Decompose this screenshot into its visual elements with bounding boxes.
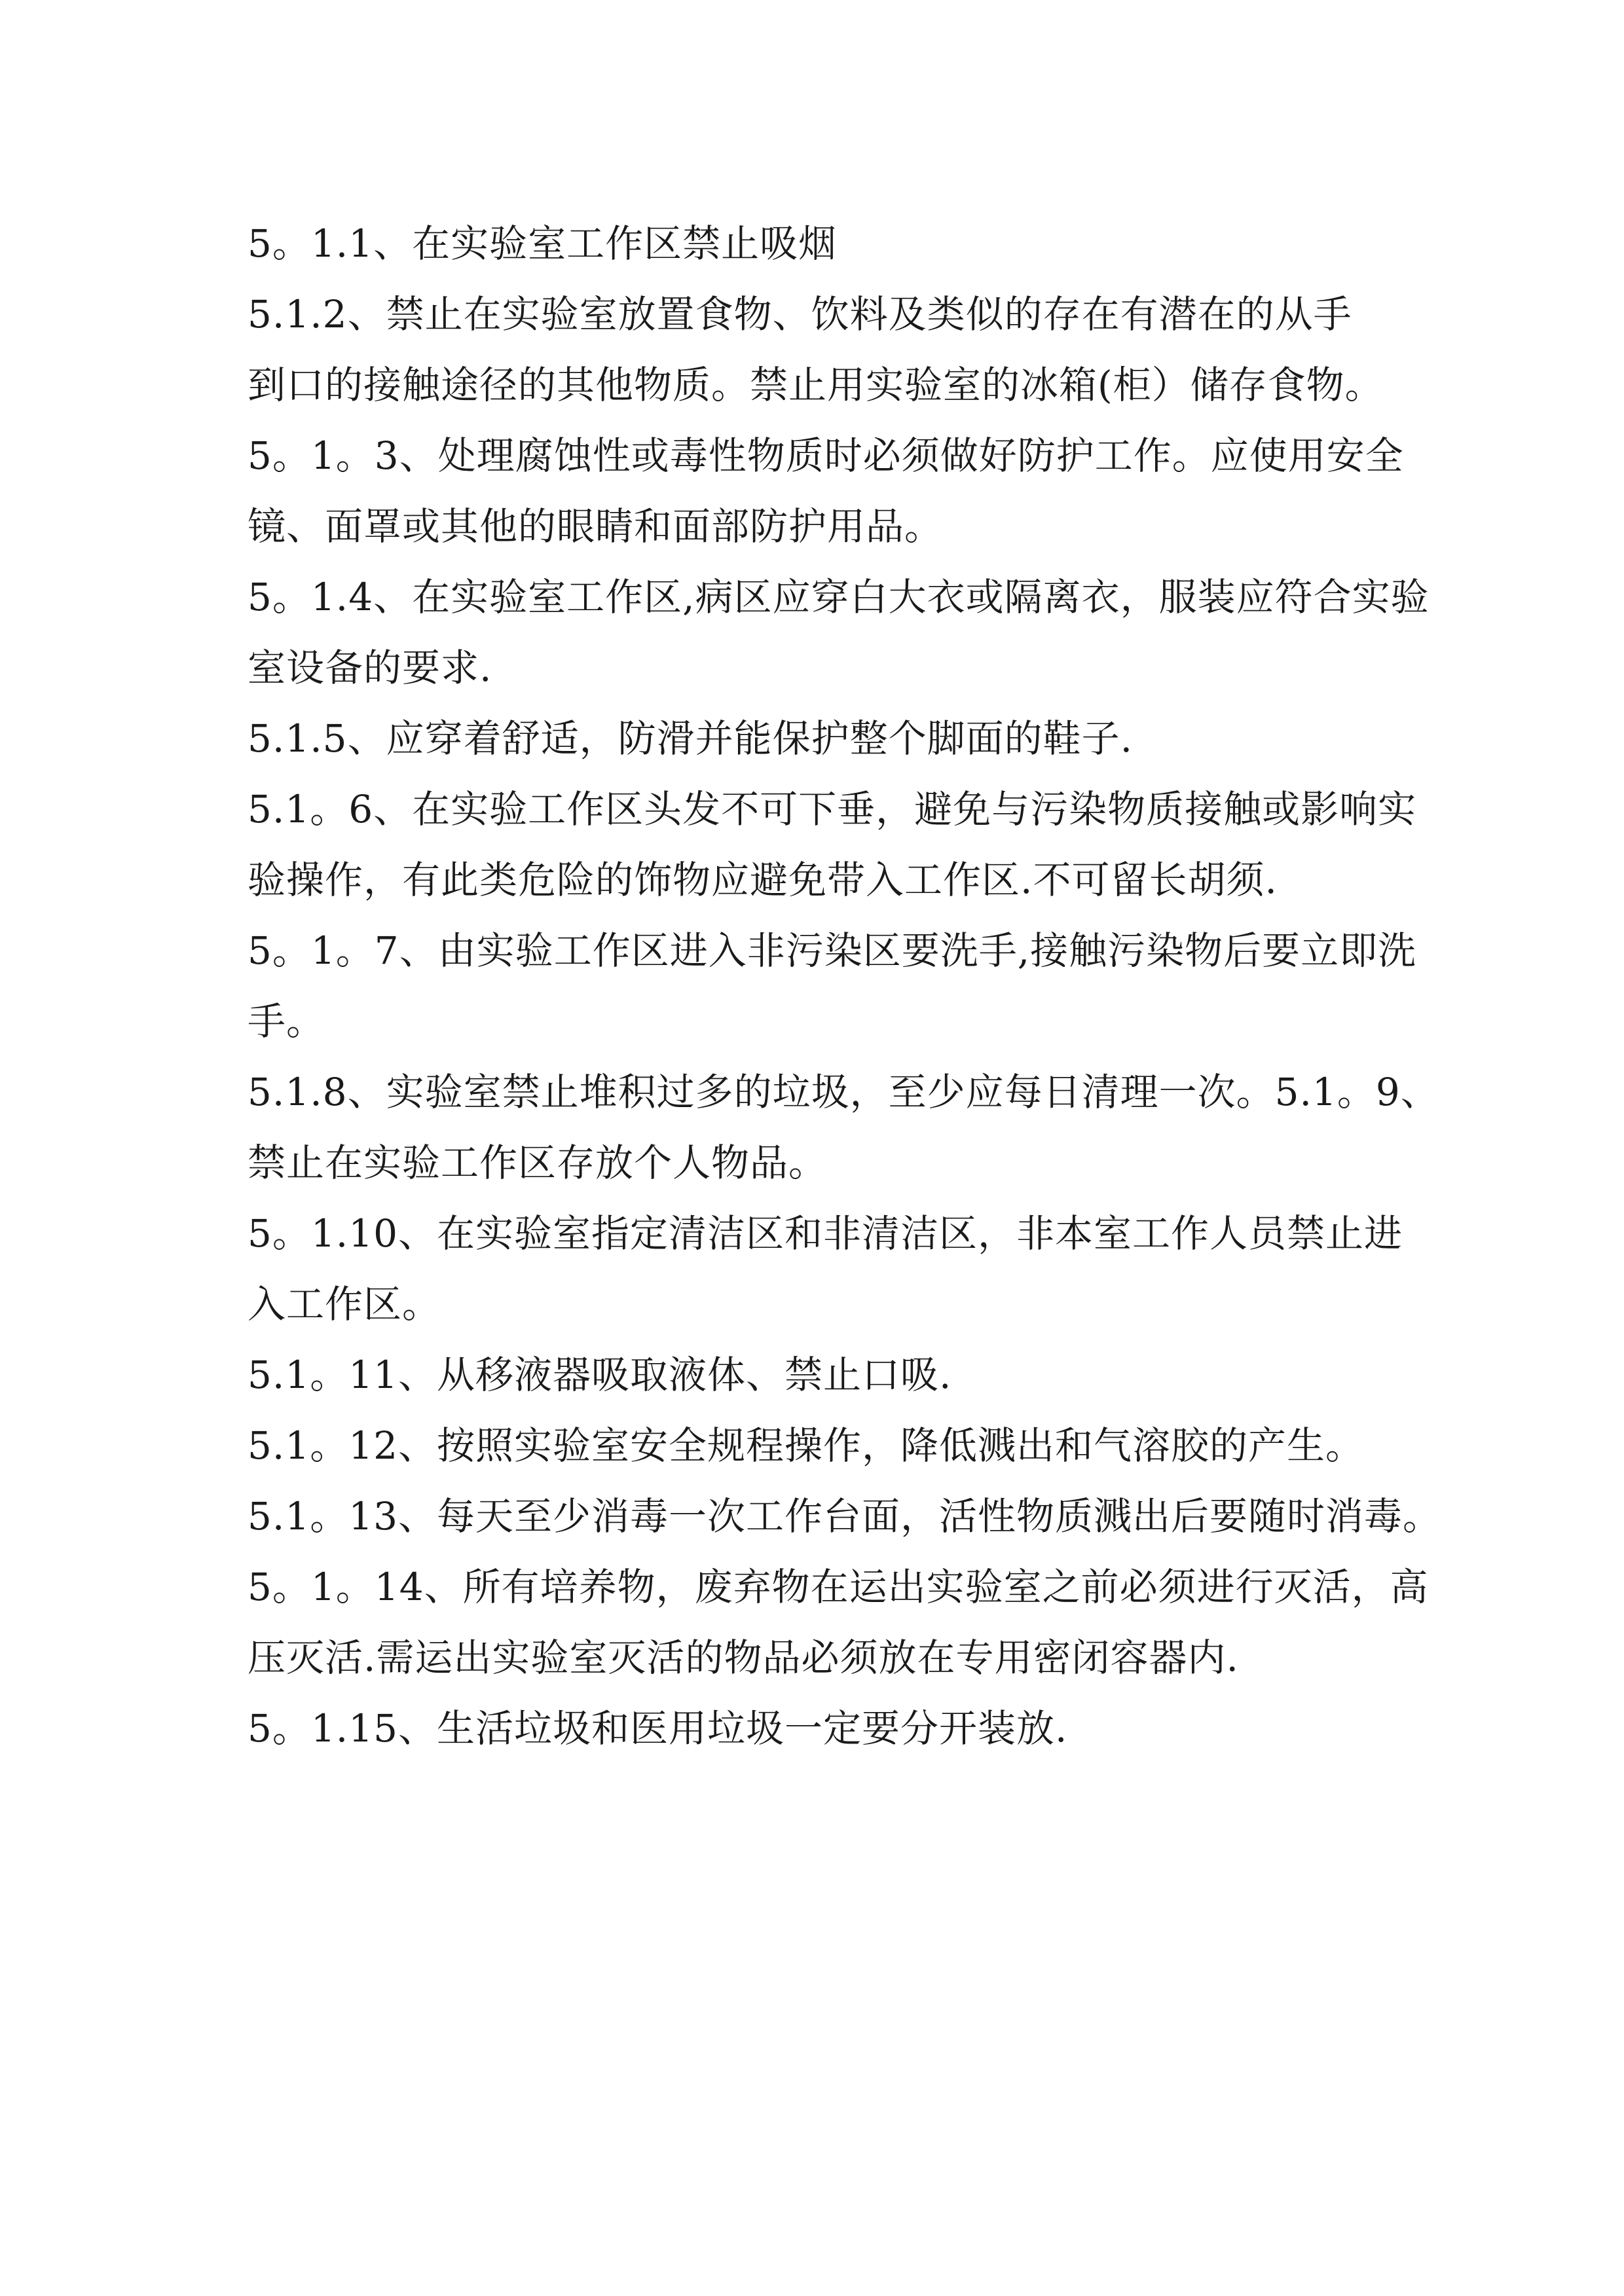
text-line-6: 5。1.4、在实验室工作区,病区应穿白大衣或隔离衣，服装应符合实验 [248, 575, 1430, 619]
text-line-14: 禁止在实验工作区存放个人物品。 [248, 1140, 828, 1185]
text-line-8: 5.1.5、应穿着舒适，防滑并能保护整个脚面的鞋子. [248, 716, 1134, 761]
text-line-9: 5.1。6、在实验工作区头发不可下垂，避免与污染物质接触或影响实 [248, 787, 1417, 831]
text-line-12: 手。 [248, 999, 325, 1044]
text-line-10: 验操作，有此类危险的饰物应避免带入工作区.不可留长胡须. [248, 858, 1278, 902]
text-line-21: 压灭活.需运出实验室灭活的物品必须放在专用密闭容器内. [248, 1635, 1239, 1680]
text-line-3: 到口的接触途径的其他物质。禁止用实验室的冰箱(柜）储存食物。 [248, 363, 1384, 407]
document-body [248, 208, 1442, 1764]
text-line-4: 5。1。3、处理腐蚀性或毒性物质时必须做好防护工作。应使用安全 [248, 433, 1404, 478]
text-line-22: 5。1.15、生活垃圾和医用垃圾一定要分开装放. [248, 1706, 1068, 1751]
text-line-11: 5。1。7、由实验工作区进入非污染区要洗手,接触污染物后要立即洗 [248, 928, 1417, 973]
text-line-13: 5.1.8、实验室禁止堆积过多的垃圾，至少应每日清理一次。5.1。9、 [248, 1070, 1439, 1114]
text-line-5: 镜、面罩或其他的眼睛和面部防护用品。 [248, 504, 944, 549]
text-line-20: 5。1。14、所有培养物，废弃物在运出实验室之前必须进行灭活，高 [248, 1565, 1429, 1609]
text-line-15: 5。1.10、在实验室指定清洁区和非清洁区，非本室工作人员禁止进 [248, 1211, 1403, 1256]
text-line-19: 5.1。13、每天至少消毒一次工作台面，活性物质溅出后要随时消毒。 [248, 1494, 1442, 1539]
text-line-18: 5.1。12、按照实验室安全规程操作，降低溅出和气溶胶的产生。 [248, 1423, 1365, 1468]
text-line-7: 室设备的要求. [248, 646, 492, 690]
text-line-1: 5。1.1、在实验室工作区禁止吸烟 [248, 221, 838, 266]
text-line-2: 5.1.2、禁止在实验室放置食物、饮料及类似的存在有潜在的从手 [248, 292, 1352, 337]
text-line-16: 入工作区。 [248, 1282, 441, 1326]
text-line-17: 5.1。11、从移液器吸取液体、禁止口吸. [248, 1353, 952, 1397]
